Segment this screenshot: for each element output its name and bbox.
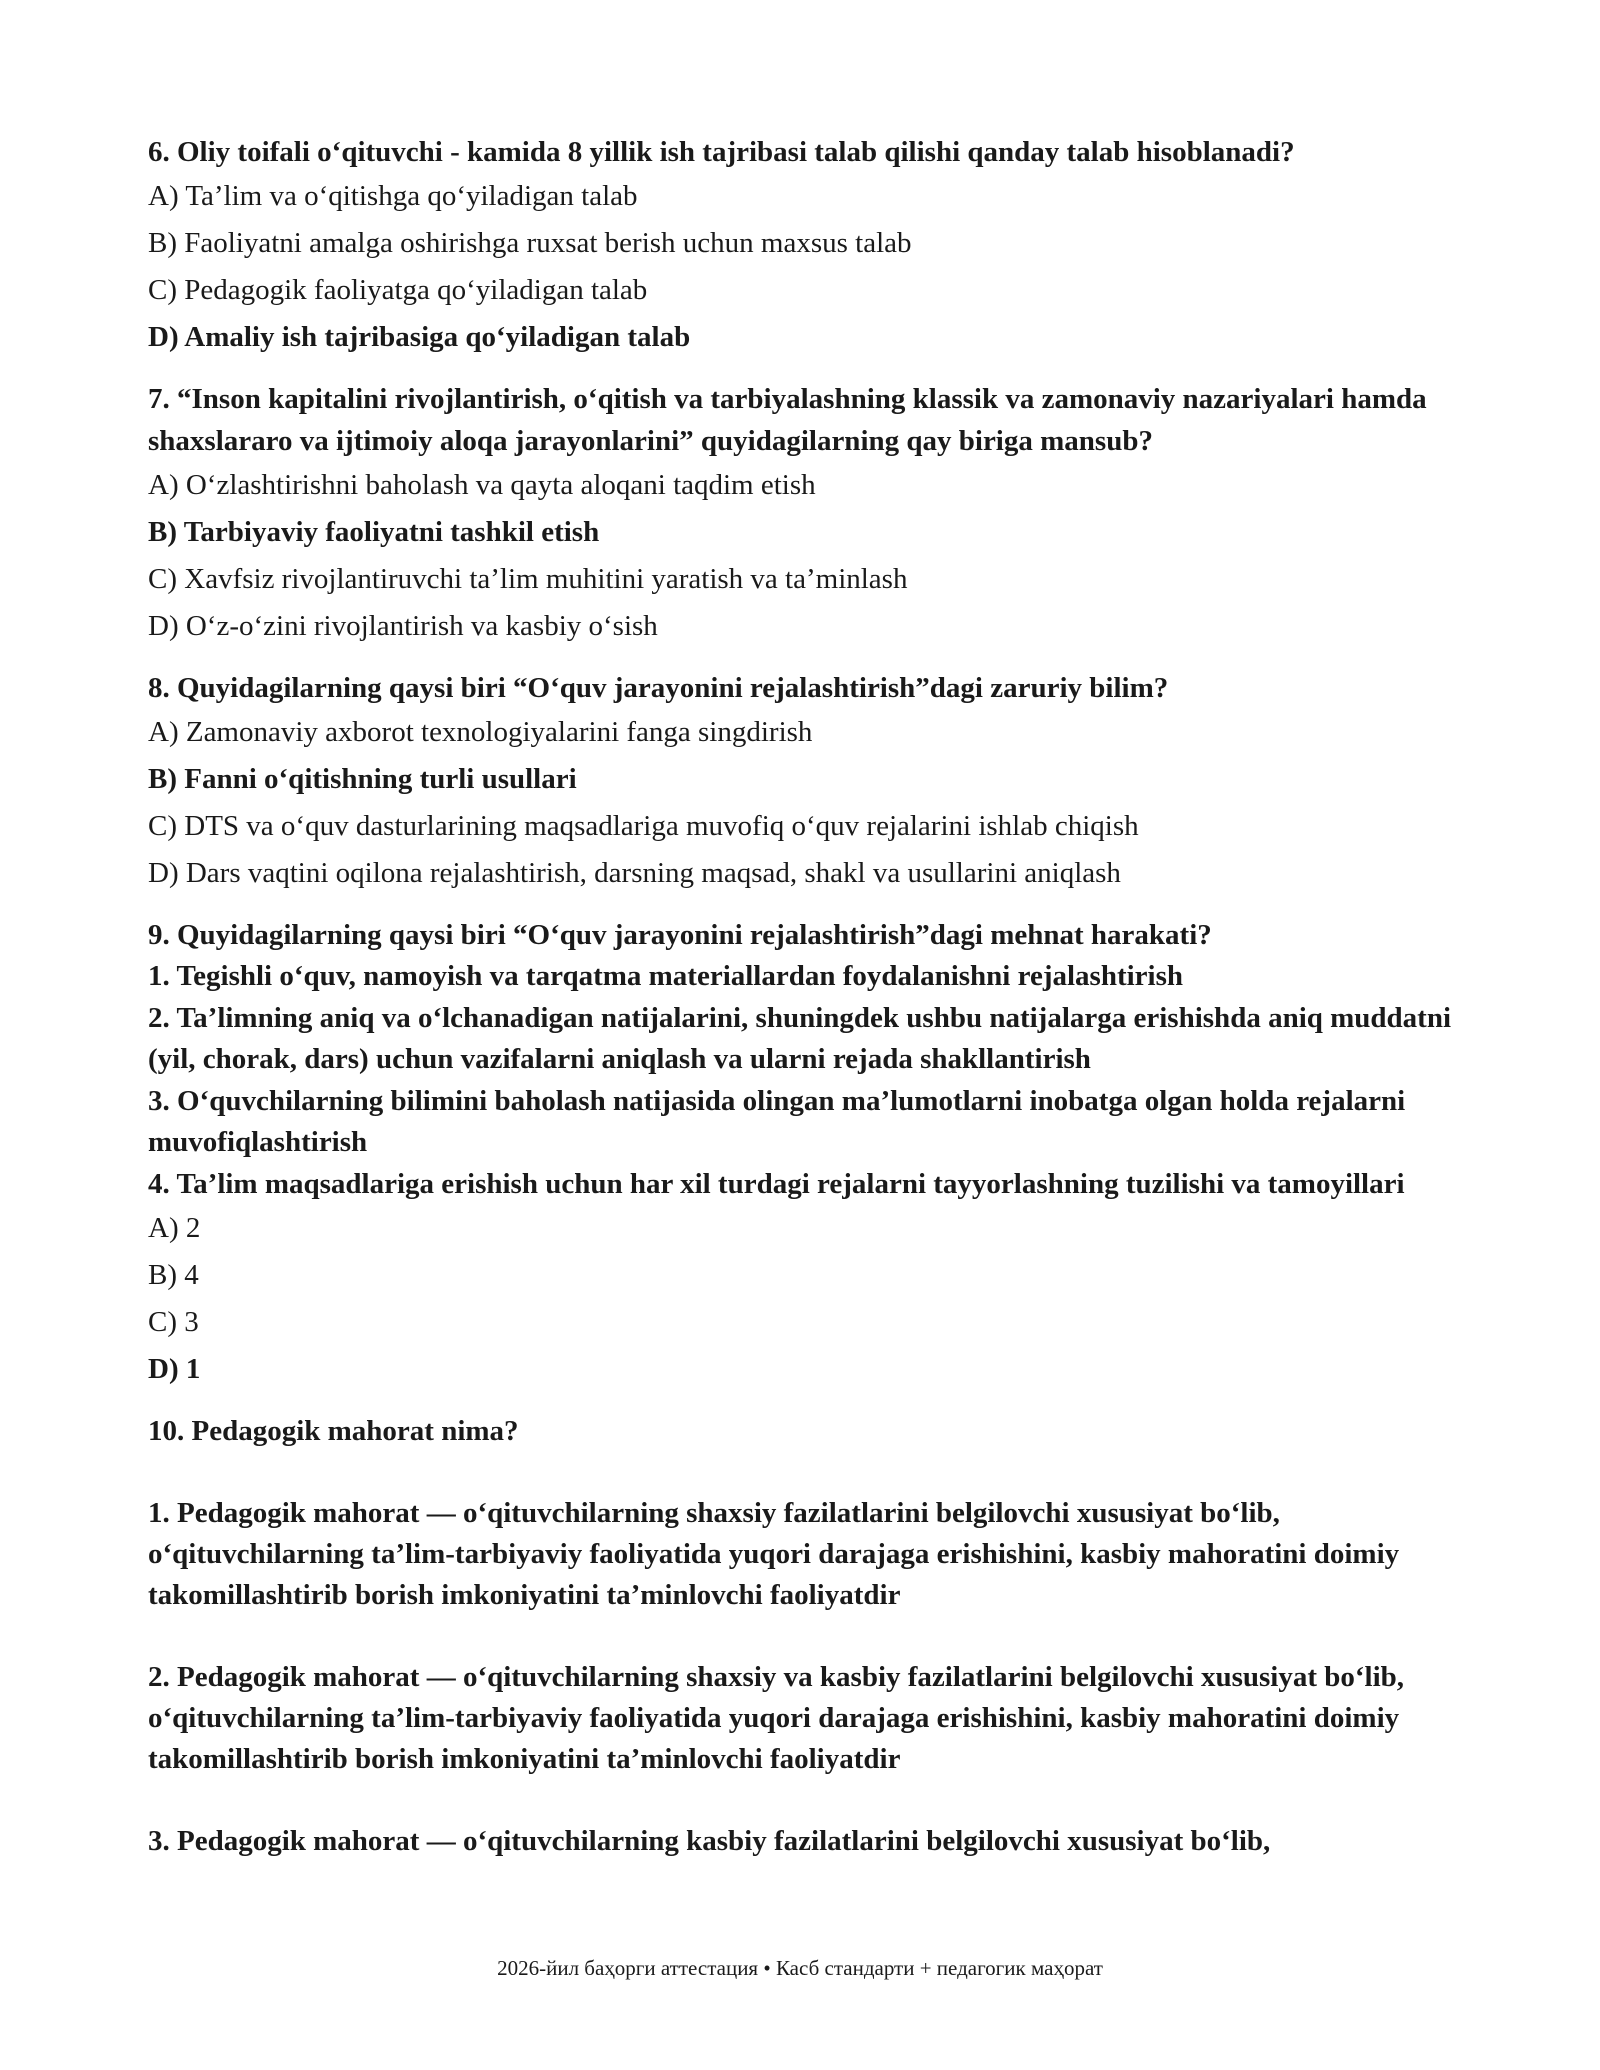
answer-option-b: B) Faoliyatni amalga oshirishga ruxsat berish uchun maxsus talab	[148, 227, 912, 259]
answer-option-c: C) Pedagogik faoliyatga qo‘yiladigan talab	[148, 274, 648, 306]
question-title: 8. Quyidagilarning qaysi biri “O‘quv jarayonini rejalashtirish”dagi zaruriy bilim?	[148, 672, 1169, 704]
answer-option-d-correct: D) 1	[148, 1353, 201, 1385]
question-8	[148, 667, 1458, 897]
statement-2: 2. Ta’limning aniq va o‘lchanadigan natijalarini, shuningdek ushbu natijalarga erishishda aniq muddatni (yil, chorak, dars) uchun vazifalarni aniqlash va ularni rejada shakllantirish	[148, 1001, 1452, 1075]
answer-option-c: C) Xavfsiz rivojlantiruvchi ta’lim muhitini yaratish va ta’minlash	[148, 563, 908, 595]
question-7	[148, 378, 1458, 650]
answer-option-c: C) DTS va o‘quv dasturlarining maqsadlariga muvofiq o‘quv rejalarini ishlab chiqish	[148, 810, 1139, 842]
answer-option-a: A) 2	[148, 1212, 201, 1244]
answer-option-c: C) 3	[148, 1306, 199, 1338]
answer-option-b-correct: B) Tarbiyaviy faoliyatni tashkil etish	[148, 516, 600, 548]
statement-3: 3. O‘quvchilarning bilimini baholash natijasida olingan ma’lumotlarni inobatga olgan holda rejalarni muvofiqlashtirish	[148, 1084, 1406, 1158]
question-6	[148, 131, 1458, 361]
question-title: 7. “Inson kapitalini rivojlantirish, o‘qitish va tarbiyalashning klassik va zamonaviy nazariyalari hamda shaxslararo va ijtimoiy aloqa jarayonlarini” quyidagilarning qay biriga mansub?	[148, 383, 1427, 457]
answer-paragraph-3: 3. Pedagogik mahorat — o‘qituvchilarning kasbiy fazilatlarini belgilovchi xususiyat bo‘lib,	[148, 1825, 1271, 1857]
statement-1: 1. Tegishli o‘quv, namoyish va tarqatma materiallardan foydalanishni rejalashtirish	[148, 960, 1184, 992]
answer-paragraph-2: 2. Pedagogik mahorat — o‘qituvchilarning shaxsiy va kasbiy fazilatlarini belgilovchi xususiyat bo‘lib, o‘qituvchilarning ta’lim-tarbiyaviy faoliyatida yuqori darajaga erishishini, kasbiy mahoratini doimiy takomillashtirib borish imkoniyatini ta’minlovchi faoliyatdir	[148, 1661, 1405, 1775]
answer-option-a: A) O‘zlashtirishni baholash va qayta aloqani taqdim etish	[148, 469, 816, 501]
answer-option-b-correct: B) Fanni o‘qitishning turli usullari	[148, 763, 577, 795]
question-10	[148, 1410, 1458, 1862]
answer-option-d: D) O‘z-o‘zini rivojlantirish va kasbiy o‘sish	[148, 610, 658, 642]
answer-option-a: A) Ta’lim va o‘qitishga qo‘yiladigan talab	[148, 180, 638, 212]
statement-4: 4. Ta’lim maqsadlariga erishish uchun har xil turdagi rejalarni tayyorlashning tuzilishi va tamoyillari	[148, 1167, 1405, 1200]
question-title: 6. Oliy toifali o‘qituvchi - kamida 8 yillik ish tajribasi talab qilishi qanday talab hisoblanadi?	[148, 136, 1295, 168]
answer-option-d: D) Dars vaqtini oqilona rejalashtirish, darsning maqsad, shakl va usullarini aniqlash	[148, 857, 1121, 889]
page-footer: 2026-йил баҳорги аттестация • Касб стандарти + педагогик маҳорат	[497, 1956, 1103, 1980]
question-title: 9. Quyidagilarning qaysi biri “O‘quv jarayonini rejalashtirish”dagi mehnat harakati?	[148, 919, 1212, 951]
answer-paragraph-1: 1. Pedagogik mahorat — o‘qituvchilarning shaxsiy fazilatlarini belgilovchi xususiyat bo‘lib, o‘qituvchilarning ta’lim-tarbiyaviy faoliyatida yuqori darajaga erishishini, kasbiy mahoratini doimiy takomillashtirib borish imkoniyatini ta’minlovchi faoliyatdir	[148, 1497, 1400, 1611]
document-page	[148, 131, 1458, 1903]
answer-option-d-correct: D) Amaliy ish tajribasiga qo‘yiladigan talab	[148, 321, 691, 353]
answer-option-a: A) Zamonaviy axborot texnologiyalarini fanga singdirish	[148, 716, 813, 748]
question-9	[148, 914, 1458, 1393]
answer-option-b: B) 4	[148, 1259, 199, 1291]
question-title: 10. Pedagogik mahorat nima?	[148, 1415, 519, 1447]
